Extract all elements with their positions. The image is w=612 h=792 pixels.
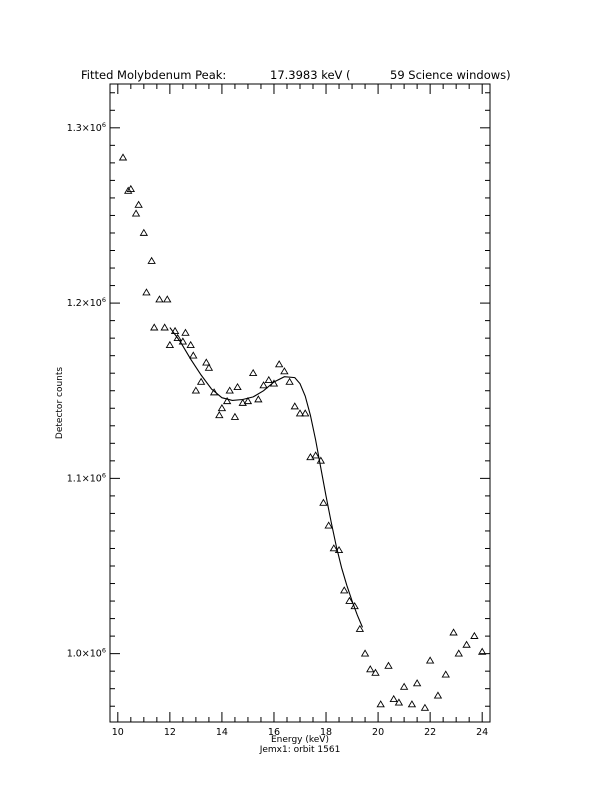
data-point-triangle <box>367 666 374 672</box>
data-point-triangle <box>250 370 257 376</box>
y-axis-label: Detector counts <box>55 366 65 440</box>
y-tick-label: $1.0\times 10^6$ <box>66 646 106 660</box>
data-point-triangle <box>234 384 241 390</box>
data-point-triangle <box>255 396 262 402</box>
y-tick-label: $1.2\times 10^6$ <box>66 296 106 310</box>
x-tick-label: 20 <box>372 727 385 738</box>
data-point-triangle <box>161 324 168 330</box>
x-tick-label: 10 <box>111 727 124 738</box>
data-point-triangle <box>143 289 150 295</box>
data-point-triangle <box>302 410 309 416</box>
data-point-triangle <box>422 705 429 711</box>
data-point-triangle <box>435 692 442 698</box>
data-point-triangle <box>291 403 298 409</box>
data-point-triangle <box>135 202 142 208</box>
data-point-triangle <box>341 587 348 593</box>
data-point-triangle <box>463 641 470 647</box>
data-point-triangle <box>164 296 171 302</box>
data-point-triangle <box>281 368 288 374</box>
axis-ticks <box>110 84 490 722</box>
plot-frame <box>110 84 490 722</box>
data-point-triangle <box>362 650 369 656</box>
data-point-triangle <box>471 633 478 639</box>
data-point-triangle <box>265 377 272 383</box>
x-axis-label: Energy (keV) <box>271 735 329 745</box>
data-point-triangle <box>276 361 283 367</box>
data-point-triangle <box>219 405 226 411</box>
data-point-triangle <box>140 230 147 236</box>
x-tick-label: 22 <box>424 727 437 738</box>
data-point-triangle <box>198 379 205 385</box>
chart-title-part-2: 17.3983 keV ( <box>270 68 351 82</box>
data-point-triangle <box>442 671 449 677</box>
x-tick-label: 14 <box>215 727 228 738</box>
data-point-triangle <box>427 657 434 663</box>
y-tick-label: $1.3\times 10^6$ <box>66 120 106 134</box>
data-point-triangle <box>390 696 397 702</box>
x-tick-label: 24 <box>476 727 489 738</box>
data-point-triangle <box>409 701 416 707</box>
x-tick-label: 12 <box>163 727 176 738</box>
data-point-triangle <box>320 500 327 506</box>
data-point-triangle <box>216 412 223 418</box>
data-point-triangle <box>187 342 194 348</box>
data-point-triangle <box>450 629 457 635</box>
data-point-triangle <box>190 352 197 358</box>
data-point-triangle <box>385 663 392 669</box>
chart-title-part-3: 59 Science windows) <box>390 68 511 82</box>
data-point-triangle <box>226 387 233 393</box>
y-tick-label: $1.1\times 10^6$ <box>66 471 106 485</box>
data-point-triangle <box>120 154 127 160</box>
x-axis-sublabel: Jemx1: orbit 1561 <box>259 745 341 755</box>
data-point-triangle <box>182 329 189 335</box>
data-point-triangle <box>151 324 158 330</box>
x-tick-label: 16 <box>267 727 281 738</box>
data-point-triangle <box>286 379 293 385</box>
data-point-triangle <box>232 414 239 420</box>
data-point-triangle <box>401 684 408 690</box>
y-tick-labels <box>67 121 106 660</box>
data-point-triangle <box>156 296 163 302</box>
data-point-triangle <box>192 387 199 393</box>
data-point-triangle <box>211 389 218 395</box>
fit-curve-layer <box>170 328 363 628</box>
fit-curve <box>170 328 363 628</box>
data-point-triangle <box>414 680 421 686</box>
data-point-triangle <box>166 342 173 348</box>
data-point-triangle <box>455 650 462 656</box>
data-point-triangle <box>148 258 155 264</box>
data-points <box>120 154 486 710</box>
data-point-triangle <box>377 701 384 707</box>
x-tick-label: 18 <box>319 727 333 738</box>
chart-title-part-1: Fitted Molybdenum Peak: <box>81 68 227 82</box>
data-point-triangle <box>133 210 140 216</box>
